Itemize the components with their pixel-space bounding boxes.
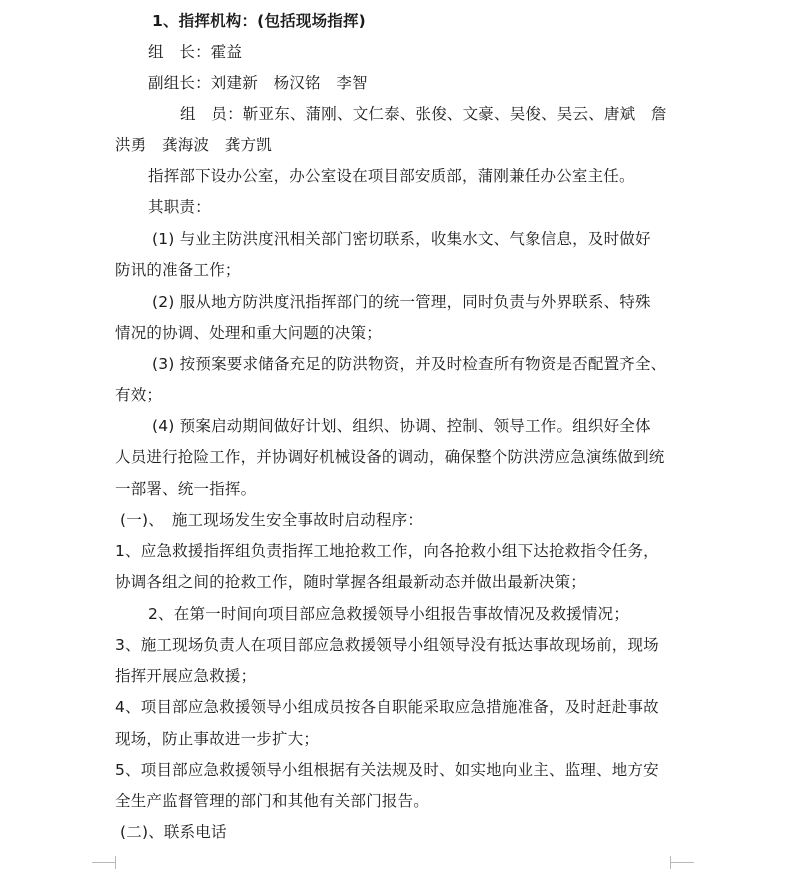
members-line-1: 组 员：靳亚东、蒲刚、文仁泰、张俊、文豪、吴俊、吴云、唐斌 詹 — [180, 105, 667, 123]
crop-mark-right-horizontal — [670, 862, 694, 863]
leader-line: 组 长：霍益 — [148, 43, 243, 61]
step-5-line-2: 全生产监督管理的部门和其他有关部门报告。 — [115, 792, 430, 810]
duty-1-line-2: 防讯的准备工作； — [115, 261, 241, 279]
step-4-line-1: 4、项目部应急救援领导小组成员按各自职能采取应急措施准备，及时赶赴事故 — [115, 698, 659, 716]
duty-1-line-1: (1) 与业主防洪度汛相关部门密切联系，收集水文、气象信息，及时做好 — [152, 230, 651, 248]
step-3-line-1: 3、施工现场负责人在项目部应急救援领导小组领导没有抵达事故现场前，现场 — [115, 636, 659, 654]
duty-3-line-1: (3) 按预案要求储备充足的防洪物资，并及时检查所有物资是否配置齐全、 — [152, 355, 667, 373]
step-2-line-1: 2、在第一时间向项目部应急救援领导小组报告事故情况及救援情况； — [148, 605, 630, 623]
step-5-line-1: 5、项目部应急救援领导小组根据有关法规及时、如实地向业主、监理、地方安 — [115, 761, 659, 779]
crop-mark-left-horizontal — [92, 862, 116, 863]
duties-title: 其职责： — [148, 198, 211, 216]
duty-2-line-1: (2) 服从地方防洪度汛指挥部门的统一管理，同时负责与外界联系、特殊 — [152, 293, 651, 311]
crop-mark-left-vertical — [115, 856, 116, 869]
section-heading: 1、指挥机构：(包括现场指挥) — [152, 12, 366, 30]
duty-2-line-2: 情况的协调、处理和重大问题的决策； — [115, 324, 382, 342]
crop-mark-right-vertical — [670, 856, 671, 869]
deputy-line: 副组长：刘建新 杨汉铭 李智 — [148, 74, 368, 92]
step-1-line-1: 1、应急救援指挥组负责指挥工地抢救工作，向各抢救小组下达抢救指令任务， — [115, 542, 659, 560]
duty-4-line-1: (4) 预案启动期间做好计划、组织、协调、控制、领导工作。组织好全体 — [152, 417, 651, 435]
section-2-title: (二)、联系电话 — [120, 823, 227, 841]
section-1-title: (一)、 施工现场发生安全事故时启动程序： — [120, 511, 424, 529]
step-3-line-2: 指挥开展应急救援； — [115, 667, 257, 685]
duty-3-line-2: 有效； — [115, 386, 163, 404]
step-4-line-2: 现场，防止事故进一步扩大； — [115, 730, 320, 748]
step-1-line-2: 协调各组之间的抢救工作，随时掌握各组最新动态并做出最新决策； — [115, 573, 587, 591]
office-paragraph: 指挥部下设办公室，办公室设在项目部安质部，蒲刚兼任办公室主任。 — [148, 167, 635, 185]
duty-4-line-2: 人员进行抢险工作，并协调好机械设备的调动，确保整个防洪涝应急演练做到统 — [115, 448, 665, 466]
members-line-2: 洪勇 龚海波 龚方凯 — [115, 136, 273, 154]
duty-4-line-3: 一部署、统一指挥。 — [115, 480, 257, 498]
